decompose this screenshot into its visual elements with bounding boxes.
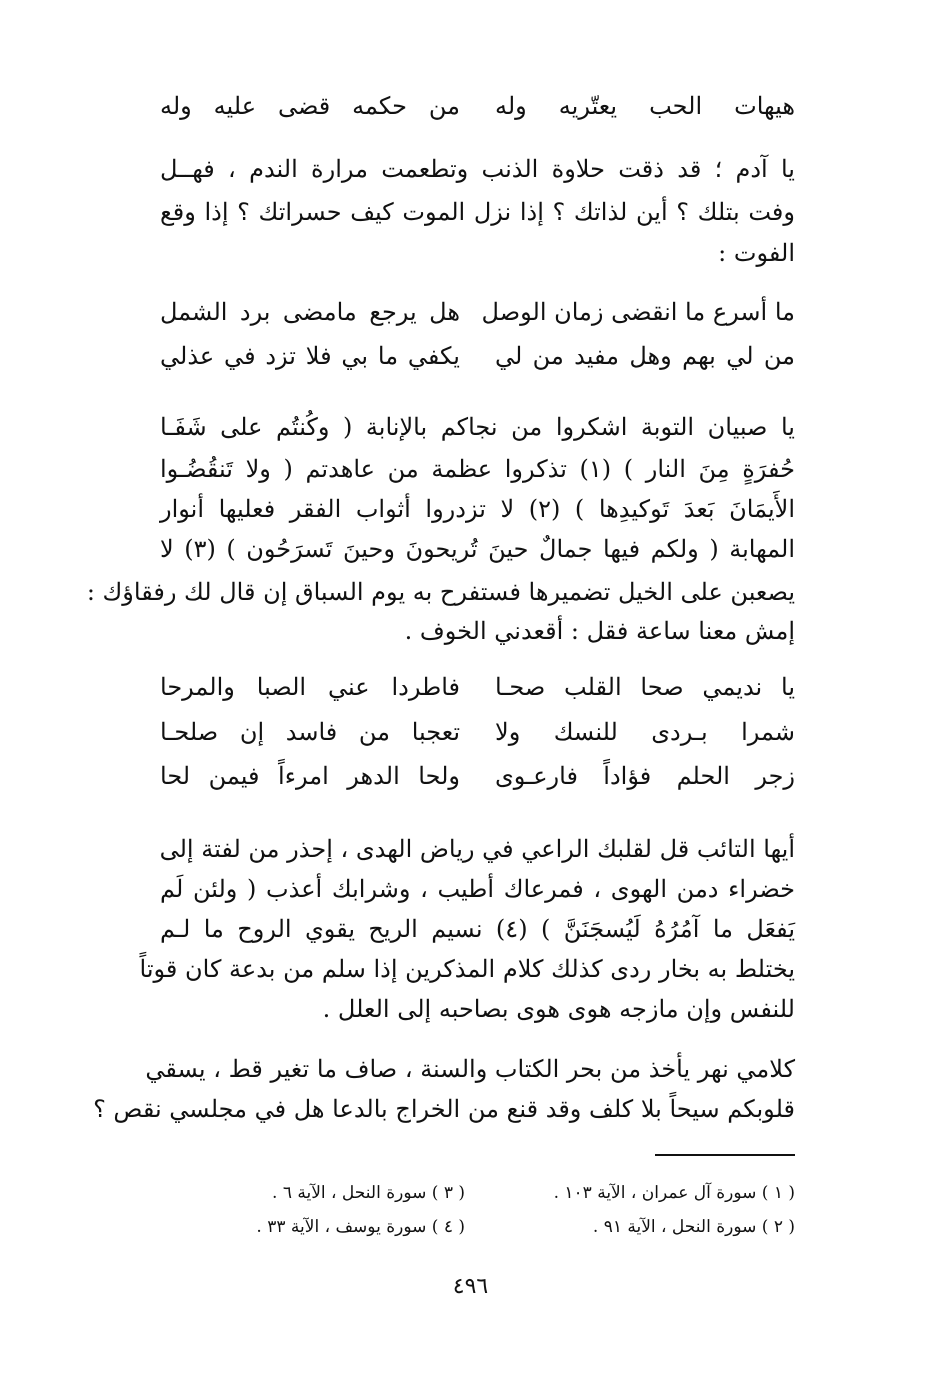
paragraph-line: يا آدم ؛ قد ذقت حلاوة الذنب وتطعمت مرارة الندم ، فهــل bbox=[160, 155, 795, 183]
verse-line bbox=[160, 292, 795, 332]
paragraph-line: الفوت : bbox=[718, 239, 795, 267]
verse-first-hemistich: ما أسرع ما انقضى زمان الوصل bbox=[481, 298, 795, 326]
paragraph-line: يصعبن على الخيل تضميرها فستفرح به يوم السباق إن قال لك رفقاؤك : bbox=[86, 578, 795, 606]
footnote-1: ( ١ ) سورة آل عمران ، الآية ١٠٣ . bbox=[553, 1183, 795, 1203]
verse-first-hemistich: هيهات الحب يعتّريه وله bbox=[495, 92, 795, 120]
verse-first-hemistich: شمرا بـردى للنسك ولا bbox=[495, 718, 795, 746]
verse-line bbox=[160, 712, 795, 752]
verse-first-hemistich: زجر الحلم فؤاداً فارعـوى bbox=[495, 762, 795, 790]
verse-second-hemistich: تعجبا من فاسد إن صلحـا bbox=[160, 718, 460, 746]
verse-line bbox=[160, 667, 795, 707]
verse-second-hemistich: فاطردا عني الصبا والمرحا bbox=[160, 673, 460, 701]
verse-line bbox=[160, 86, 795, 126]
paragraph-line: قلوبكم سيحاً بلا كلف وقد قنع من الخراج بالدعا هل في مجلسي نقص ؟ bbox=[93, 1095, 795, 1123]
footnote-separator bbox=[655, 1154, 795, 1156]
paragraph-line: أيها التائب قل لقلبك الراعي في رياض الهدى ، إحذر من لفتة إلى bbox=[159, 835, 795, 863]
verse-line bbox=[160, 336, 795, 376]
paragraph-line: يا صبيان التوبة اشكروا من نجاكم بالإنابة ( وكُنتُم على شَفَـا bbox=[160, 413, 795, 441]
verse-first-hemistich: يا نديمي صحا القلب صحـا bbox=[495, 673, 795, 701]
verse-second-hemistich: هل يرجع مامضى برد الشمل bbox=[160, 298, 460, 326]
paragraph-line: يَفعَل ما آمُرُهُ لَيُسجَنَنَّ ) (٤) نسيم الريح يقوي الروح ما لـم bbox=[160, 915, 795, 943]
paragraph-line: إمش معنا ساعة فقل : أقعدني الخوف . bbox=[404, 617, 795, 645]
verse-line bbox=[160, 756, 795, 796]
paragraph-line: كلامي نهر يأخذ من بحر الكتاب والسنة ، صاف ما تغير قط ، يسقي bbox=[145, 1055, 795, 1083]
footnote-4: ( ٤ ) سورة يوسف ، الآية ٣٣ . bbox=[256, 1217, 465, 1237]
paragraph-line: حُفرَةٍ مِنَ النار ) (١) تذكروا عظمة من عاهدتم ( ولا تَنقُضُـوا bbox=[160, 455, 795, 483]
footnote-2: ( ٢ ) سورة النحل ، الآية ٩١ . bbox=[592, 1217, 795, 1237]
footnote-row bbox=[195, 1212, 795, 1242]
verse-second-hemistich: من حكمه قضى عليه وله bbox=[160, 92, 460, 120]
paragraph-line: يختلط به بخار ردى كذلك كلام المذكرين إذا سلم من بدعة كان قوتاً bbox=[139, 955, 795, 983]
footnote-row bbox=[195, 1178, 795, 1208]
verse-second-hemistich: يكفي ما بي فلا تزد في عذلي bbox=[160, 342, 460, 370]
verse-first-hemistich: من لي بهم وهل مفيد من لي bbox=[495, 342, 795, 370]
footnote-3: ( ٣ ) سورة النحل ، الآية ٦ . bbox=[272, 1183, 465, 1203]
paragraph-line: وفت بتلك ؟ أين لذاتك ؟ إذا نزل الموت كيف حسراتك ؟ إذا وقع bbox=[160, 198, 795, 226]
paragraph-line: المهابة ( ولكم فيها جمالٌ حينَ تُريحونَ وحينَ تَسرَحُون ) (٣) لا bbox=[160, 535, 795, 563]
paragraph-line: خضراء دمن الهوى ، فمرعاك أطيب ، وشرابك أعذب ( ولئن لَم bbox=[160, 875, 795, 903]
page-number: ٤٩٦ bbox=[452, 1274, 489, 1299]
verse-second-hemistich: ولحا الدهر امرءاً فيمن لحا bbox=[160, 762, 460, 790]
paragraph-line: للنفس وإن مازجه هوى هوى بصاحبه إلى العلل . bbox=[322, 995, 795, 1023]
paragraph-line: الأَيمَانَ بَعدَ تَوكيدِها ) (٢) لا تزدروا أثواب الفقر فعليها أنوار bbox=[160, 495, 795, 523]
